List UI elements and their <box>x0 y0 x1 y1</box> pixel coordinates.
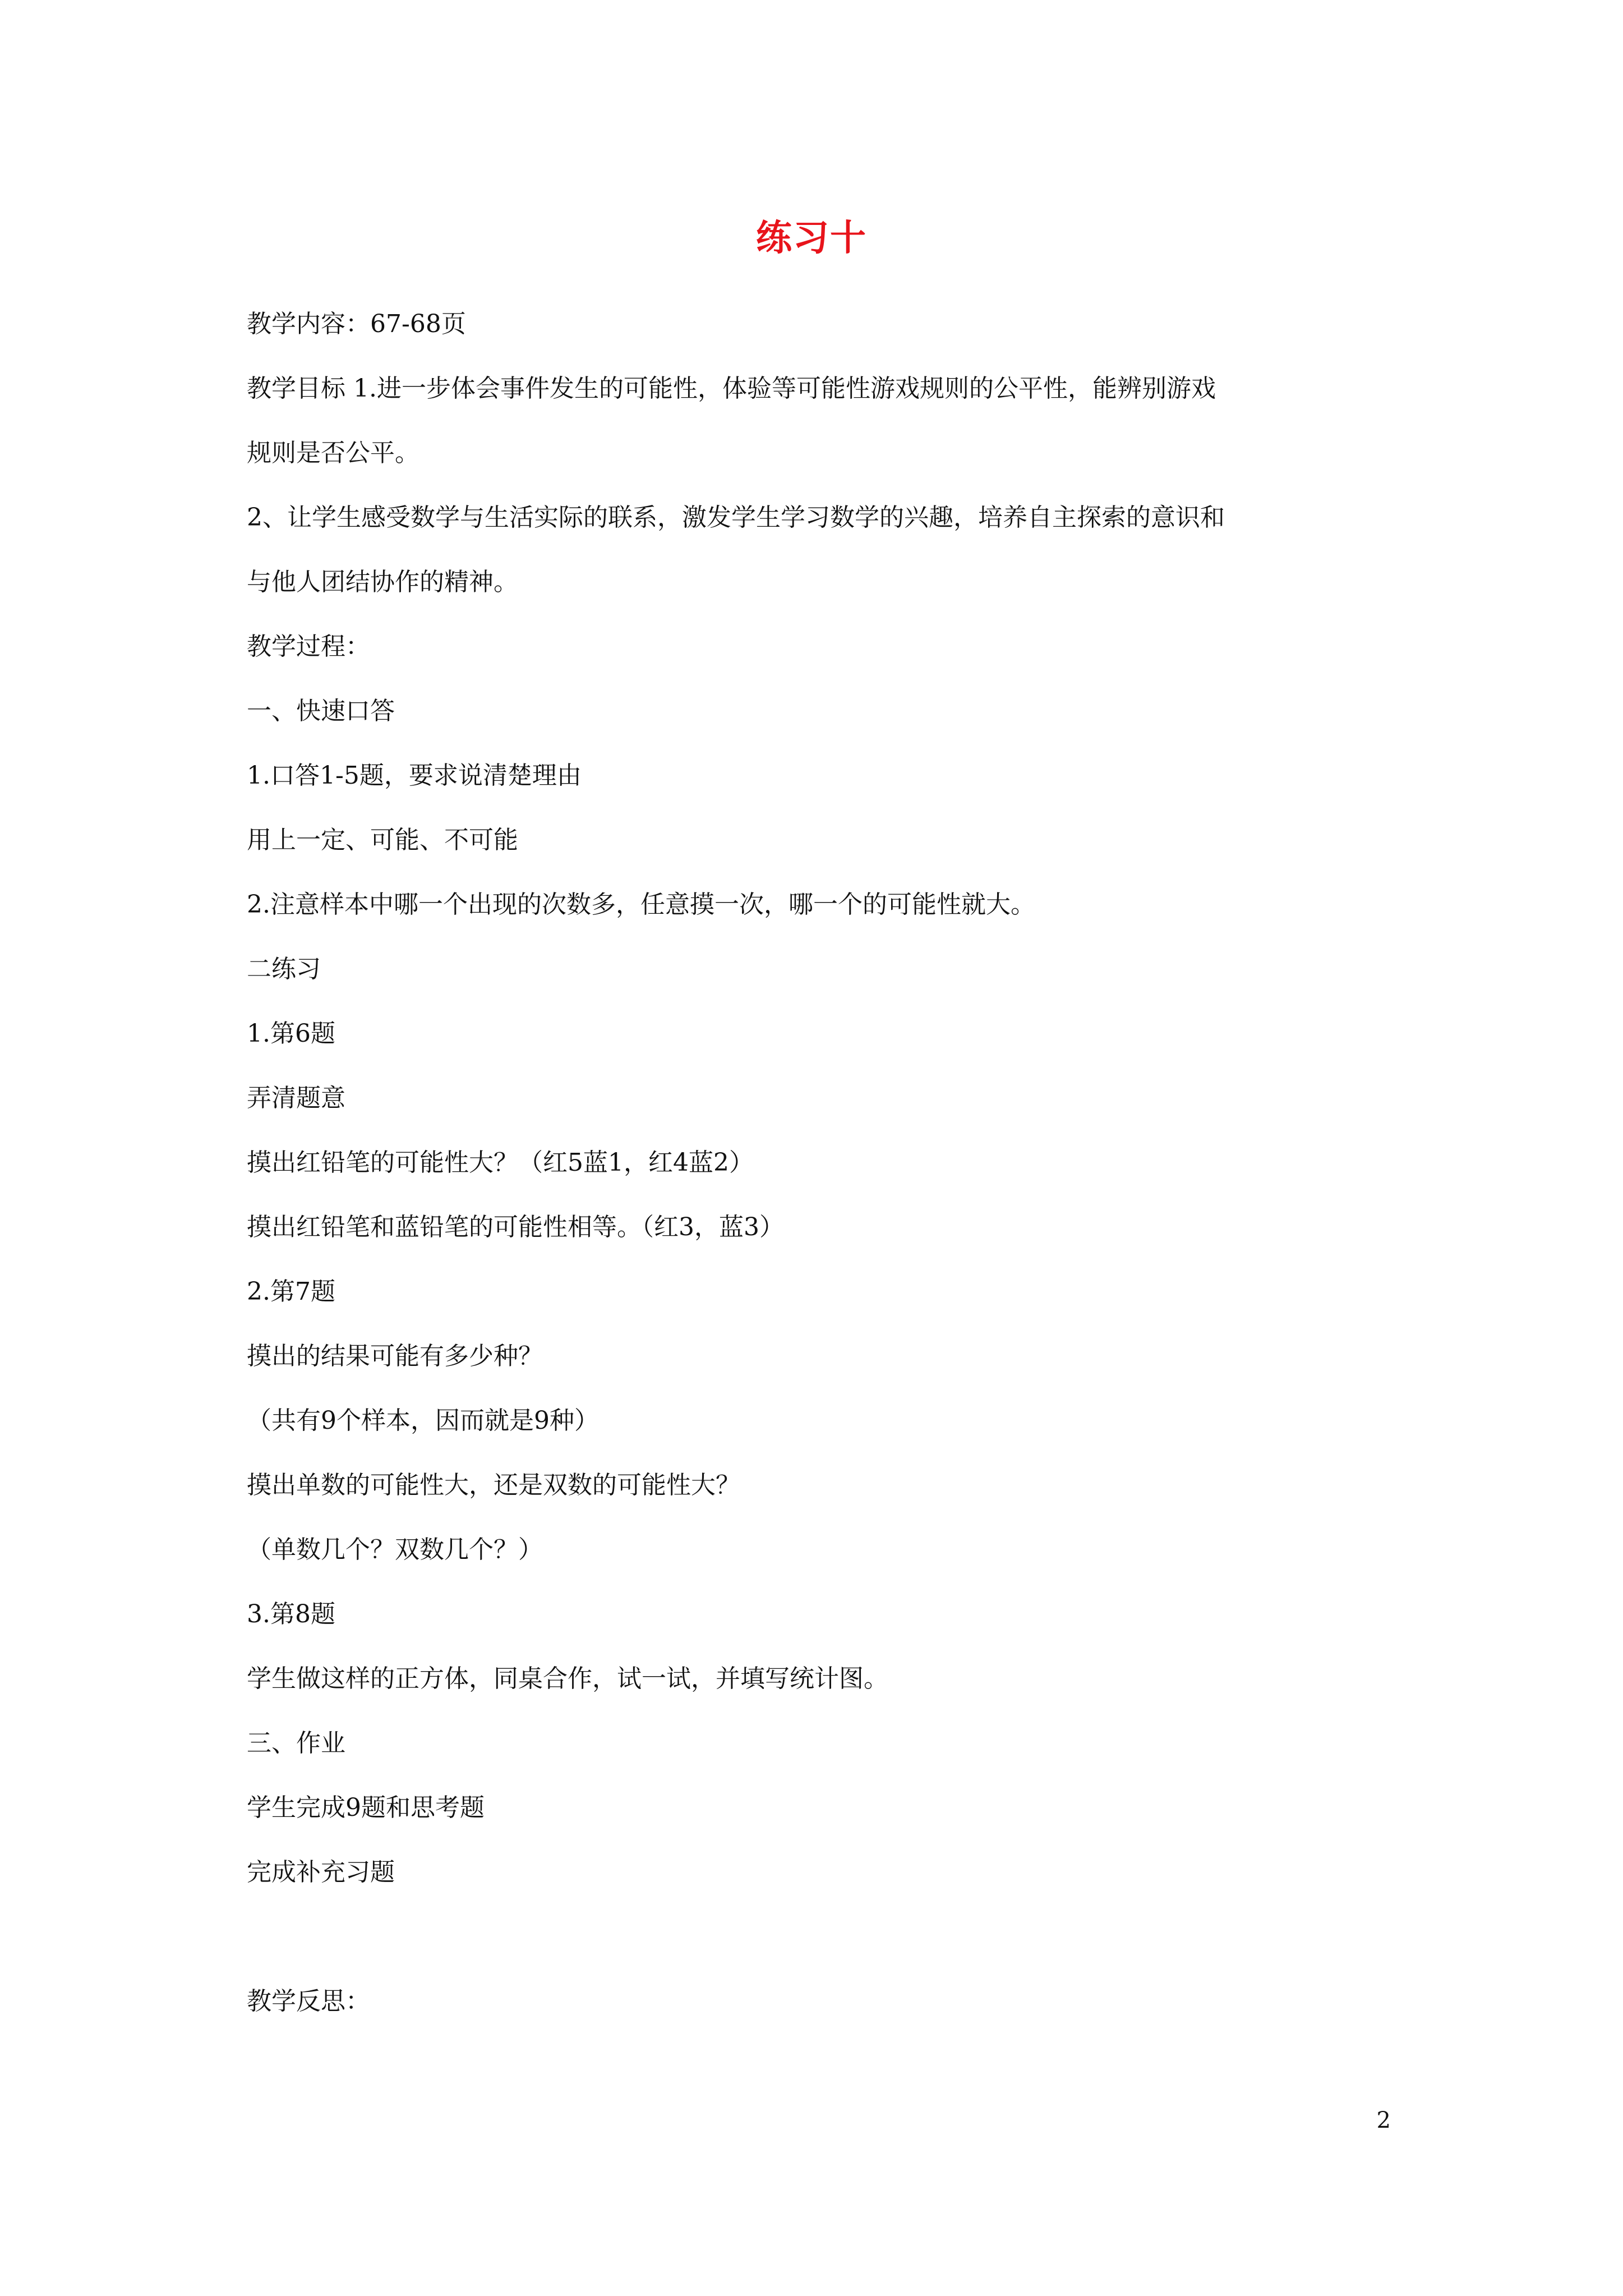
text-line: 1.第6题 <box>247 1019 335 1048</box>
text-line: 2.注意样本中哪一个出现的次数多，任意摸一次，哪一个的可能性就大。 <box>247 890 1035 919</box>
text-line-teaching-goal-2: 2、让学生感受数学与生活实际的联系，激发学生学习数学的兴趣，培养自主探索的意识和 <box>247 503 1225 532</box>
section-heading-practice: 二练习 <box>247 955 321 983</box>
text-line-teaching-content: 教学内容：67-68页 <box>247 310 466 338</box>
text-line: 摸出的结果可能有多少种？ <box>247 1342 543 1370</box>
blank-spacer <box>247 1904 1391 1969</box>
section-heading-quick-answer: 一、快速口答 <box>247 697 395 725</box>
text-line: 学生做这样的正方体，同桌合作，试一试，并填写统计图。 <box>247 1664 888 1693</box>
text-line-teaching-process: 教学过程： <box>247 632 370 661</box>
text-line: （共有9个样本，因而就是9种） <box>247 1406 599 1435</box>
text-line: 摸出红铅笔的可能性大？（红5蓝1，红4蓝2） <box>247 1148 754 1177</box>
text-line-teaching-goal-1: 教学目标 1.进一步体会事件发生的可能性，体验等可能性游戏规则的公平性，能辨别游戏 <box>247 374 1216 403</box>
lesson-plan-body <box>247 292 1391 2033</box>
page-number: 2 <box>1376 2108 1391 2133</box>
text-line: 1.口答1-5题，要求说清楚理由 <box>247 761 582 790</box>
text-line: 3.第8题 <box>247 1600 335 1628</box>
text-line: （单数几个？双数几个？） <box>247 1535 543 1564</box>
text-line: 弄清题意 <box>247 1084 345 1112</box>
text-line: 学生完成9题和思考题 <box>247 1793 485 1822</box>
section-heading-homework: 三、作业 <box>247 1729 345 1757</box>
text-line-teaching-goal-2-cont: 与他人团结协作的精神。 <box>247 568 518 596</box>
text-line: 2.第7题 <box>247 1277 335 1306</box>
text-line: 完成补充习题 <box>247 1858 395 1887</box>
text-line-teaching-reflection: 教学反思： <box>247 1987 370 2016</box>
text-line-teaching-goal-1-cont: 规则是否公平。 <box>247 439 419 467</box>
text-line: 用上一定、可能、不可能 <box>247 826 518 854</box>
document-title: 练习十 <box>756 218 867 259</box>
text-line: 摸出单数的可能性大，还是双数的可能性大？ <box>247 1471 740 1499</box>
text-line: 摸出红铅笔和蓝铅笔的可能性相等。（红3，蓝3） <box>247 1213 784 1241</box>
